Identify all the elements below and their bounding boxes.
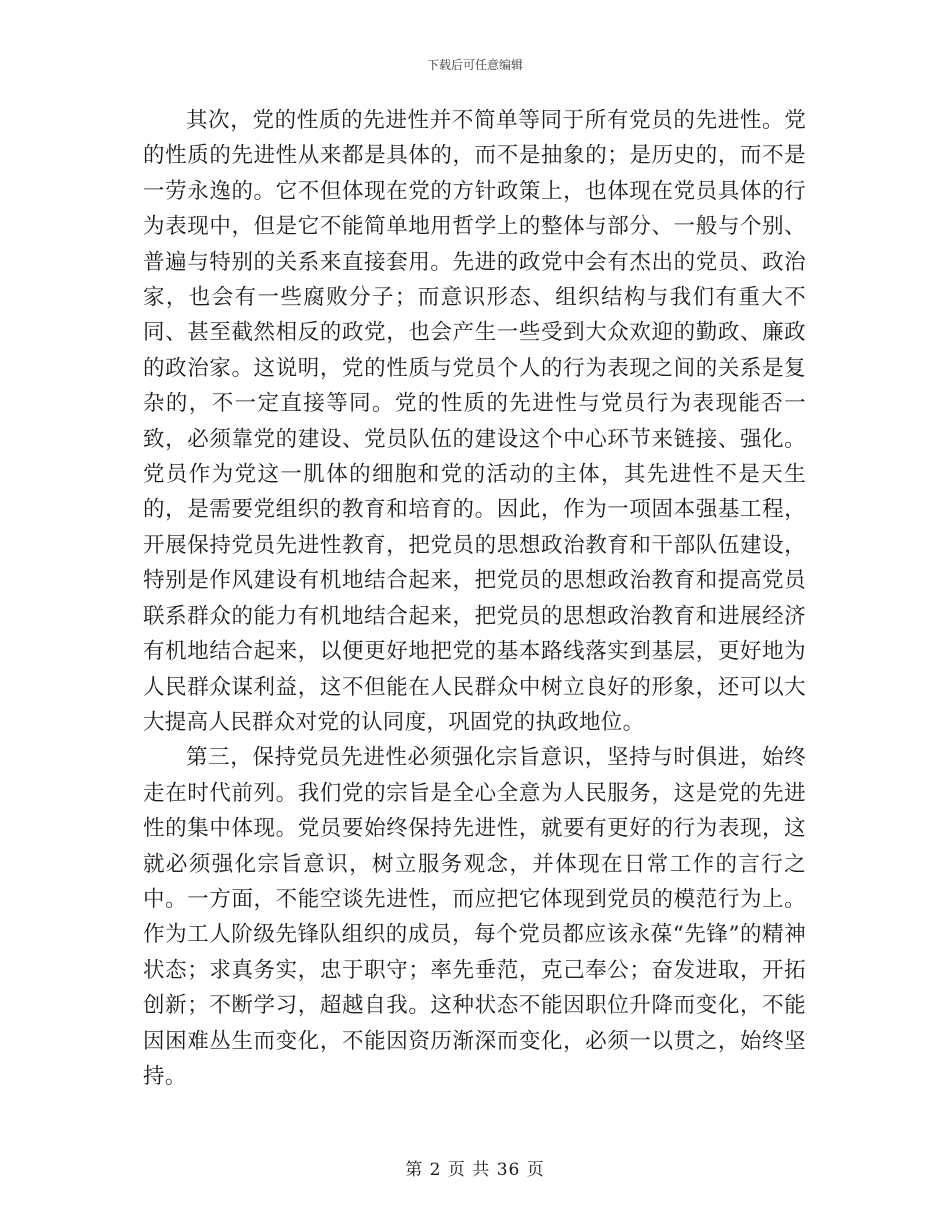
page-header-note: 下载后可任意编辑 bbox=[426, 58, 523, 72]
paragraph-second-point: 其次，党的性质的先进性并不简单等同于所有党员的先进性。党的性质的先进性从来都是具体的，而不是抽象的；是历史的，而不是一劳永逸的。它不但体现在党的方针政策上，也体现在党员具体的行为表现中，但是它不能简单地用哲学上的整体与部分、一般与个别、普遍与特别的关系来直接套用。先进的政党中会有杰出的党员、政治家，也会有一些腐败分子；而意识形态、组织结构与我们有重大不同、甚至截然相反的政党，也会产生一些受到大众欢迎的勤政、廉政的政治家。这说明，党的性质与党员个人的行为表现之间的关系是复杂的，不一定直接等同。党的性质的先进性与党员行为表现能否一致，必须靠党的建设、党员队伍的建设这个中心环节来链接、强化。党员作为党这一肌体的细胞和党的活动的主体，其先进性不是天生的，是需要党组织的教育和培育的。因此，作为一项固本强基工程，开展保持党员先进性教育，把党员的思想政治教育和干部队伍建设，特别是作风建设有机地结合起来，把党员的思想政治教育和提高党员联系群众的能力有机地结合起来，把党员的思想政治教育和进展经济有机地结合起来，以便更好地把党的基本路线落实到基层，更好地为人民群众谋利益，这不但能在人民群众中树立良好的形象，还可以大大提高人民群众对党的认同度，巩固党的执政地位。 bbox=[143, 108, 806, 735]
document-body bbox=[143, 103, 806, 1094]
paragraph-third-point: 第三，保持党员先进性必须强化宗旨意识，坚持与时俱进，始终走在时代前列。我们党的宗旨是全心全意为人民服务，这是党的先进性的集中体现。党员要始终保持先进性，就要有更好的行为表现，这就必须强化宗旨意识，树立服务观念，并体现在日常工作的言行之中。一方面，不能空谈先进性，而应把它体现到党员的模范行为上。作为工人阶级先锋队组织的成员，每个党员都应该永葆“先锋”的精神状态；求真务实，忠于职守；率先垂范，克己奉公；奋发进取，开拓创新；不断学习，超越自我。这种状态不能因职位升降而变化，不能因困难丛生而变化，不能因资历渐深而变化，必须一以贯之，始终坚持。 bbox=[143, 745, 806, 1089]
page-number-footer: 第 2 页 共 36 页 bbox=[405, 1160, 545, 1180]
